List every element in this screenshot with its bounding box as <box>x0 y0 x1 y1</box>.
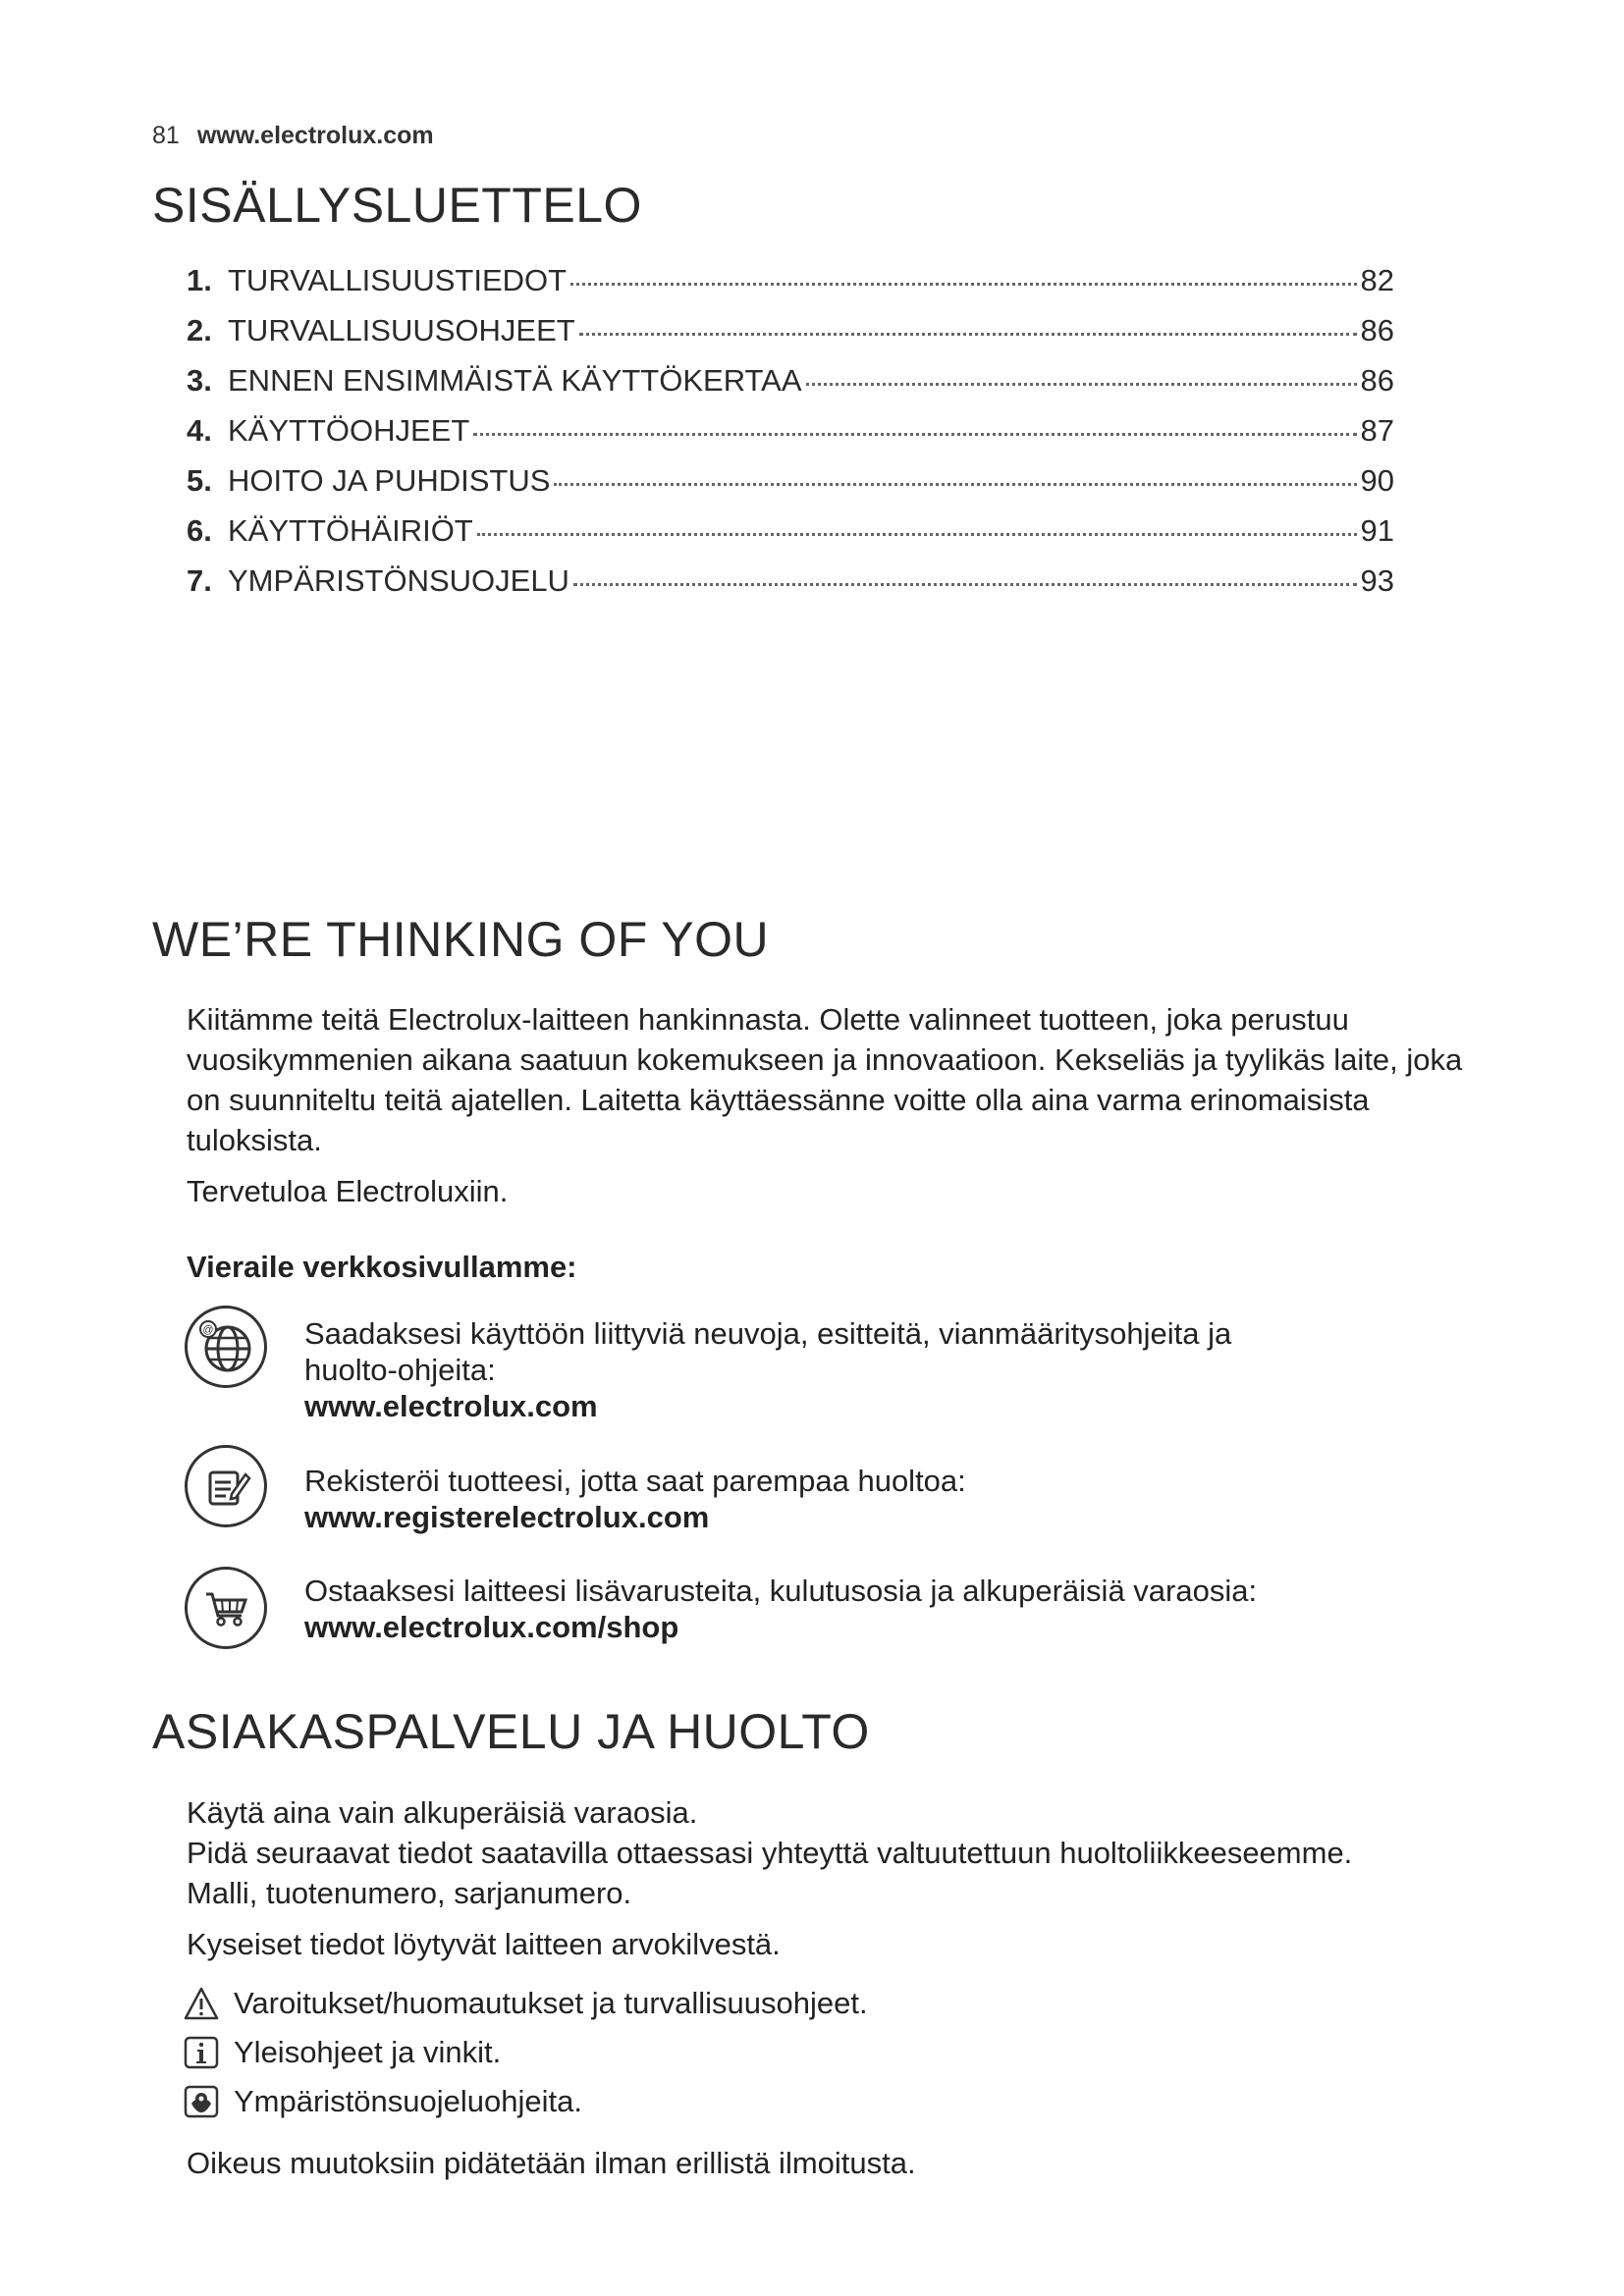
toc-item-number: 1. <box>187 263 212 297</box>
toc-item-number: 3. <box>187 363 212 398</box>
toc-item[interactable] <box>187 513 1394 563</box>
environment-icon <box>183 2083 220 2120</box>
visit-text: Saadaksesi käyttöön liittyviä neuvoja, esitteitä, vianmääritysohjeita ja huolto-ohjeita: <box>304 1316 1232 1387</box>
symbol-row-info <box>183 2034 501 2071</box>
service-text <box>187 1792 1483 1913</box>
toc-leader <box>573 583 1357 586</box>
toc-leader <box>477 533 1357 536</box>
svg-text:@: @ <box>202 1324 214 1336</box>
toc-leader <box>579 333 1357 336</box>
footer-notice: Oikeus muutoksiin pidätetään ilman erillistä ilmoitusta. <box>187 2146 916 2180</box>
toc-item[interactable] <box>187 313 1394 363</box>
toc-item[interactable] <box>187 363 1394 413</box>
toc-item-title: KÄYTTÖOHJEET <box>228 413 470 448</box>
visit-heading: Vieraile verkkosivullamme: <box>187 1250 577 1284</box>
toc-item-number: 7. <box>187 563 212 598</box>
toc-item-number: 2. <box>187 313 212 347</box>
toc-leader <box>554 483 1356 486</box>
toc-item-page: 93 <box>1360 563 1394 598</box>
toc-title: SISÄLLYSLUETTELO <box>152 178 642 233</box>
header-site: www.electrolux.com <box>196 122 434 149</box>
service-title: ASIAKASPALVELU JA HUOLTO <box>152 1704 870 1759</box>
shop-link[interactable]: www.electrolux.com/shop <box>304 1610 679 1644</box>
service-line: Pidä seuraavat tiedot saatavilla ottaessasi yhteyttä valtuutettuun huoltoliikkeeseemme. <box>187 1836 1353 1870</box>
toc-list <box>187 263 1394 614</box>
toc-item-title: HOITO JA PUHDISTUS <box>228 463 551 498</box>
symbol-text: Ympäristönsuojeluohjeita. <box>234 2084 582 2118</box>
toc-item[interactable] <box>187 263 1394 313</box>
toc-item-page: 90 <box>1360 463 1394 498</box>
toc-item-number: 4. <box>187 413 212 448</box>
toc-item[interactable] <box>187 413 1394 463</box>
visit-text: Ostaaksesi laitteesi lisävarusteita, kulutusosia ja alkuperäisiä varaosia: <box>304 1574 1258 1608</box>
toc-item-title: ENNEN ENSIMMÄISTÄ KÄYTTÖKERTAA <box>228 363 802 398</box>
globe-icon <box>185 1306 267 1388</box>
toc-item-title: TURVALLISUUSOHJEET <box>228 313 575 347</box>
toc-leader <box>473 433 1356 436</box>
thinking-title: WE’RE THINKING OF YOU <box>152 912 770 967</box>
page-header <box>152 122 434 150</box>
toc-item-number: 6. <box>187 513 212 548</box>
toc-item-page: 87 <box>1360 413 1394 448</box>
toc-item-page: 86 <box>1360 313 1394 347</box>
toc-item-number: 5. <box>187 463 212 498</box>
toc-leader <box>806 383 1357 386</box>
visit-item <box>304 1573 1434 1645</box>
toc-item-title: TURVALLISUUSTIEDOT <box>228 263 568 297</box>
rating-plate-text: Kyseiset tiedot löytyvät laitteen arvokilvestä. <box>187 1927 781 1961</box>
toc-item-title: KÄYTTÖHÄIRIÖT <box>228 513 473 548</box>
toc-item[interactable] <box>187 563 1394 614</box>
toc-leader <box>570 283 1356 286</box>
visit-text: Rekisteröi tuotteesi, jotta saat parempaa huoltoa: <box>304 1464 966 1498</box>
visit-item <box>304 1315 1384 1424</box>
toc-item-title: YMPÄRISTÖNSUOJELU <box>228 563 569 598</box>
register-icon <box>185 1445 267 1527</box>
electrolux-link[interactable]: www.electrolux.com <box>304 1389 598 1423</box>
toc-item-page: 82 <box>1360 263 1394 297</box>
toc-item-page: 86 <box>1360 363 1394 398</box>
warning-icon <box>183 1985 220 2022</box>
symbol-row-warning <box>183 1985 868 2022</box>
shopping-cart-icon <box>185 1567 267 1649</box>
info-icon <box>183 2034 220 2071</box>
register-link[interactable]: www.registerelectrolux.com <box>304 1500 710 1534</box>
symbol-text: Yleisohjeet ja vinkit. <box>234 2035 502 2069</box>
toc-item[interactable] <box>187 463 1394 513</box>
toc-item-page: 91 <box>1360 513 1394 548</box>
thinking-paragraph: Kiitämme teitä Electrolux-laitteen hankinnasta. Olette valinneet tuotteen, joka perustuu vuosikymmenien aikana saatuun kokemukseen ja innovaatioon. Kekseliäs ja tyylikäs laite, joka on suunniteltu teitä ajatellen. Laitetta käyttäessänne voitte olla aina varma erinomaisista tuloksista. <box>187 1002 1463 1157</box>
symbol-text: Varoitukset/huomautukset ja turvallisuusohjeet. <box>234 1986 868 2020</box>
symbol-row-environment <box>183 2083 582 2120</box>
page-number: 81 <box>152 122 180 149</box>
service-line: Käytä aina vain alkuperäisiä varaosia. <box>187 1795 698 1830</box>
service-line: Malli, tuotenumero, sarjanumero. <box>187 1876 632 1910</box>
welcome-text: Tervetuloa Electroluxiin. <box>187 1174 509 1208</box>
visit-item <box>304 1463 1384 1535</box>
